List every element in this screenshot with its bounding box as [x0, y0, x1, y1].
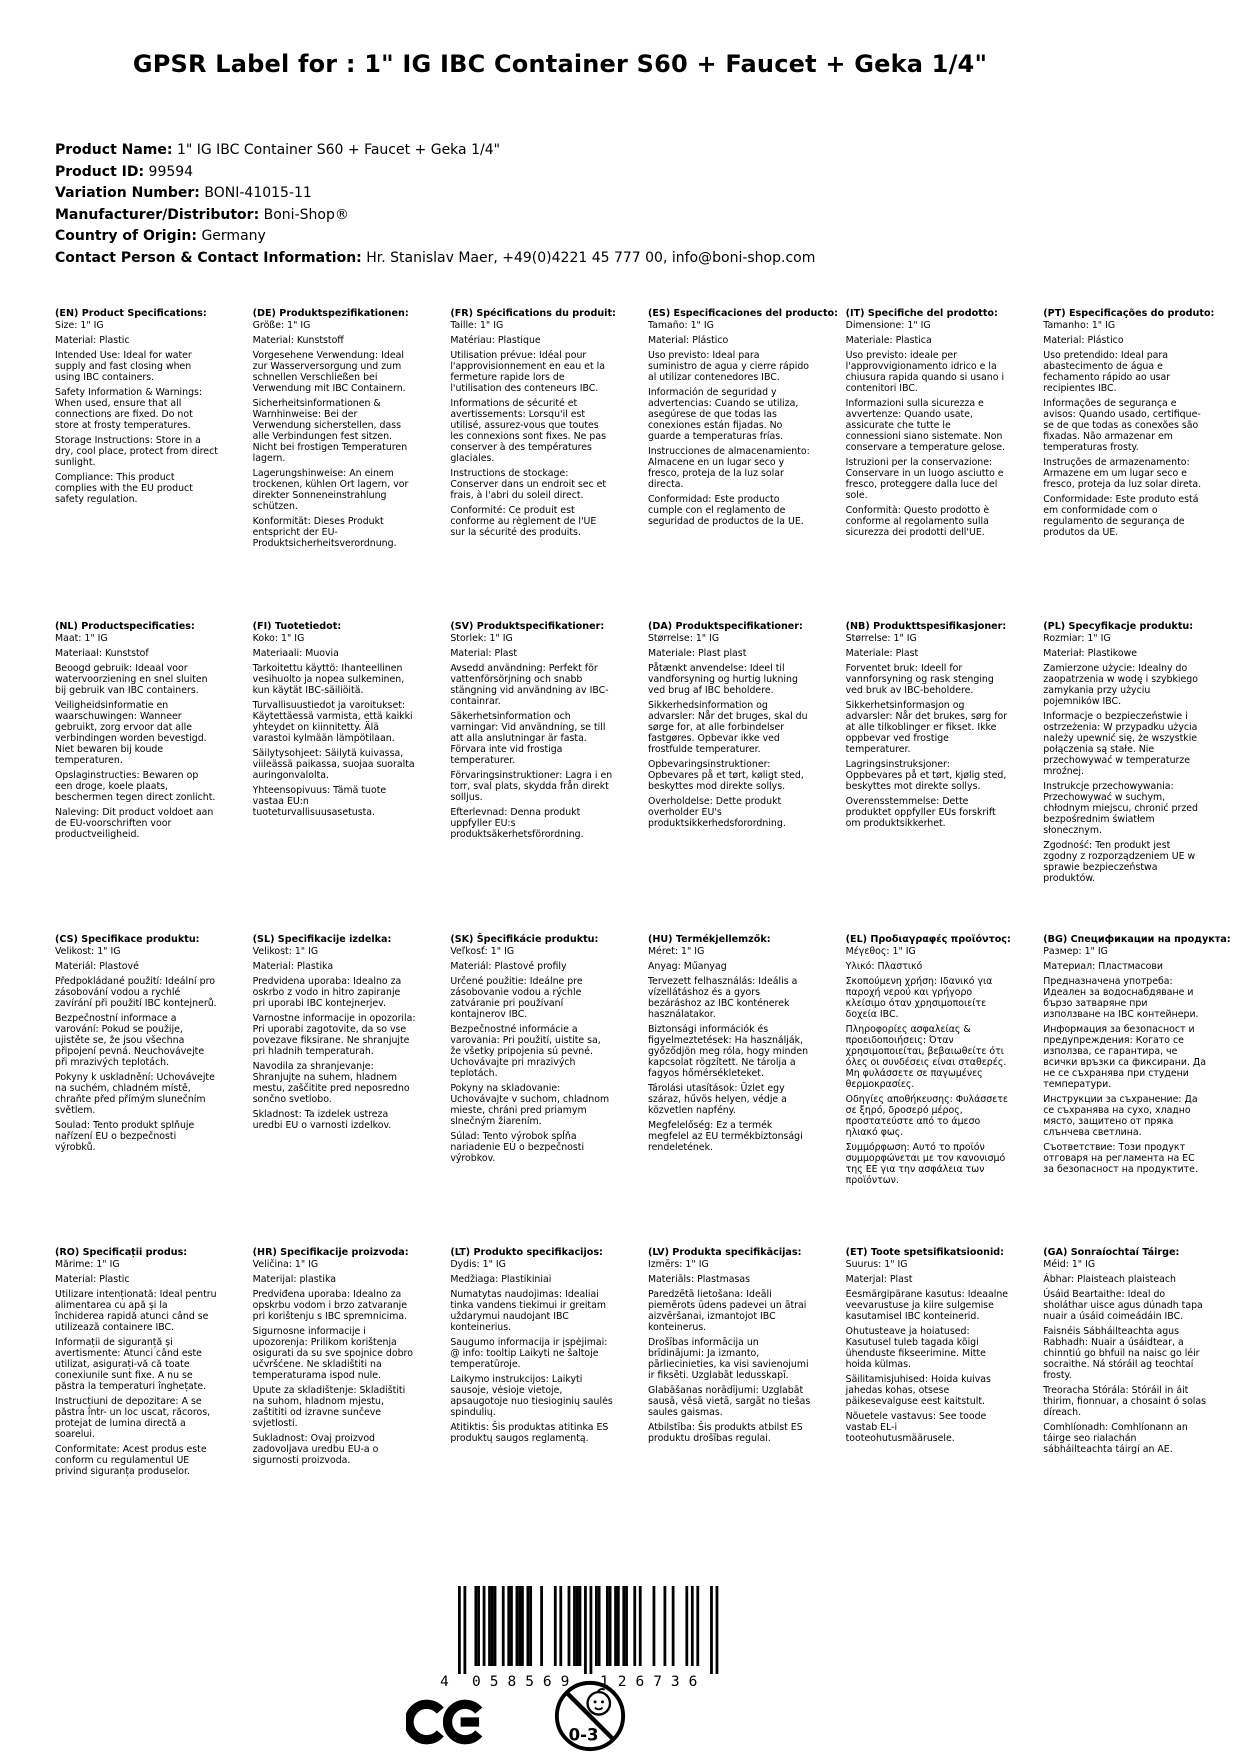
spec-paragraph: Saugumo informacija ir įspėjimai: @ info: tooltip Laikyti ne šaltoje temperatūroje. [450, 1337, 608, 1370]
spec-paragraph: Upute za skladištenje: Skladištiti na suhom, hladnom mjestu, zaštititi od izravne sunčeve svjetlosti. [252, 1385, 406, 1429]
spec-paragraph: Atitiktis: Šis produktas atitinka ES produktų saugos reglamentą. [450, 1422, 609, 1444]
spec-heading: (SV) Produktspecifikationer: [450, 621, 605, 632]
spec-paragraph: Materiál: Plastové profily [450, 961, 567, 972]
spec-paragraph: Информация за безопасност и предупреждения: Когато се използва, се гарантира, че всички връзки са фиксирани. Да не се съхранява при студени температури. [1043, 1024, 1206, 1090]
lang-block-et [846, 1247, 1044, 1444]
spec-paragraph: Paredzētā lietošana: Ideāli piemērots ūdens padevei un ātrai aizvēršanai, izmantojot IBC konteinerus. [647, 1289, 807, 1333]
spec-paragraph: Efterlevnad: Denna produkt uppfyller EU:s produktsäkerhetsförordning. [450, 807, 584, 840]
spec-paragraph: Naleving: Dit product voldoet aan de EU-voorschriften voor productveiligheid. [55, 807, 214, 840]
lang-block-pl [1043, 621, 1241, 884]
spec-heading: (BG) Спецификации на продукта: [1043, 934, 1231, 945]
product-field-row [55, 183, 815, 205]
product-field-value: Germany [201, 228, 266, 244]
spec-heading: (SL) Specifikacije izdelka: [252, 934, 392, 945]
spec-paragraph: Matériau: Plastique [450, 335, 541, 346]
age-warning-label: 0-3 [568, 1725, 599, 1745]
spec-paragraph: Biztonsági információk és figyelmeztetések: Ha használják, győződjön meg róla, hogy minden kapcsolat rögzített. Ne tárolja a fagyos hőmérsékleteket. [647, 1024, 809, 1079]
spec-paragraph: Súlad: Tento výrobok spĺňa nariadenie EÚ o bezpečnosti výrobkov. [450, 1131, 585, 1164]
spec-paragraph: Material: Plast [450, 648, 518, 659]
spec-paragraph: Izmērs: 1" IG [647, 1259, 709, 1270]
barcode-digits: 126736 [600, 1674, 707, 1690]
lang-block-es [648, 308, 846, 527]
spec-paragraph: Størrelse: 1" IG [845, 633, 917, 644]
lang-block-ro [55, 1247, 253, 1477]
spec-paragraph: Mărime: 1" IG [55, 1259, 120, 1270]
product-field-label: Product Name: [55, 142, 173, 158]
spec-paragraph: Yhteensopivuus: Tämä tuote vastaa EU:n tuoteturvallisuusasetusta. [252, 785, 387, 818]
lang-block-sv [450, 621, 648, 840]
spec-heading: (NL) Productspecificaties: [55, 621, 195, 632]
product-field-row [55, 162, 815, 184]
spec-heading: (EL) Προδιαγραφές προϊόντος: [845, 934, 1011, 945]
spec-paragraph: Rozmiar: 1" IG [1043, 633, 1111, 644]
spec-paragraph: Velikost: 1" IG [55, 946, 121, 957]
spec-paragraph: Navodila za shranjevanje: Shranjujte na suhem, hladnem mestu, zaščitite pred neposredno sončno svetlobo. [252, 1061, 410, 1105]
spec-paragraph: Πληροφορίες ασφαλείας & προειδοποιήσεις: Όταν χρησιμοποιείται, βεβαιωθείτε ότι όλες οι συνδέσεις είναι σταθερές. Μη φυλάσσετε σε παγωμένες θερμοκρασίες. [845, 1024, 1007, 1090]
spec-paragraph: Storage Instructions: Store in a dry, cool place, protect from direct sunlight. [55, 435, 218, 468]
spec-paragraph: Eesmärgipärane kasutus: Ideaalne veevarustuse ja kiire sulgemise kasutamisel IBC konteinerid. [845, 1289, 1009, 1322]
spec-paragraph: Tamaño: 1" IG [647, 320, 714, 331]
spec-paragraph: Istruzioni per la conservazione: Conservare in un luogo asciutto e fresco, proteggere dalla luce del sole. [845, 457, 1004, 501]
spec-paragraph: Materjal: Plast [845, 1274, 913, 1285]
page-title: GPSR Label for : 1" IG IBC Container S60 + Faucet + Geka 1/4" [132, 50, 988, 78]
lang-block-fi [253, 621, 451, 818]
spec-paragraph: Materiale: Plastica [845, 335, 932, 346]
spec-paragraph: Tervezett felhasználás: Ideális a vízellátáshoz és a gyors bezáráshoz az IBC konténerek használatakor. [647, 976, 798, 1020]
spec-paragraph: Tamanho: 1" IG [1043, 320, 1116, 331]
spec-paragraph: Tárolási utasítások: Üzlet egy száraz, hűvös helyen, védje a közvetlen napfény. [647, 1083, 787, 1116]
spec-paragraph: Zgodność: Ten produkt jest zgodny z rozporządzeniem UE w sprawie bezpieczeństwa produktów. [1043, 840, 1196, 884]
spec-paragraph: Material: Plástico [1043, 335, 1124, 346]
spec-heading: (DE) Produktspezifikationen: [252, 308, 409, 319]
spec-paragraph: Förvaringsinstruktioner: Lagra i en torr, sval plats, skydda från direkt solljus. [450, 770, 613, 803]
product-field-label: Product ID: [55, 163, 145, 180]
spec-paragraph: Informations de sécurité et avertissements: Lorsqu'il est utilisé, assurez-vous que toutes les connexions sont fixes. Ne pas conserver à des températures glaciales. [450, 398, 606, 464]
spec-paragraph: Určené použitie: Ideálne pre zásobovanie vodou a rýchle zatváranie pri používaní kontajnerov IBC. [450, 976, 583, 1020]
spec-paragraph: Size: 1" IG [55, 320, 104, 331]
spec-paragraph: Съответствие: Този продукт отговаря на регламента на ЕС за безопасност на продуктите. [1043, 1142, 1198, 1175]
spec-heading: (FI) Tuotetiedot: [252, 621, 342, 632]
spec-paragraph: Dydis: 1" IG [450, 1259, 506, 1270]
spec-paragraph: Skladnost: Ta izdelek ustreza uredbi EU o varnosti izdelkov. [252, 1109, 392, 1131]
spec-paragraph: Σκοπούμενη χρήση: Ιδανικό για παροχή νερού και γρήγορο κλείσιμο όταν χρησιμοποιείτε δοχεία IBC. [845, 976, 993, 1020]
spec-paragraph: Información de seguridad y advertencias: Cuando se utiliza, asegúrese de que todas las conexiones están fijadas. No guarde a temperaturas frías. [647, 387, 799, 442]
spec-paragraph: Συμμόρφωση: Αυτό το προϊόν συμμορφώνεται με τον κανονισμό της ΕΕ για την ασφάλεια των προϊόντων. [845, 1142, 1006, 1186]
spec-paragraph: Vorgesehene Verwendung: Ideal zur Wasserversorgung und zum schnellen Verschließen bei Verwendung mit IBC Containern. [252, 350, 406, 394]
product-field-row [55, 226, 815, 248]
lang-block-ga [1043, 1247, 1241, 1455]
spec-paragraph: Compliance: This product complies with the EU product safety regulation. [55, 472, 193, 505]
spec-paragraph: Materiale: Plast [845, 648, 919, 659]
spec-heading: (HU) Termékjellemzők: [647, 934, 771, 945]
product-field-value: Boni-Shop® [263, 206, 349, 223]
lang-block-hu [648, 934, 846, 1153]
spec-paragraph: Soulad: Tento produkt splňuje nařízení EU o bezpečnosti výrobků. [55, 1120, 195, 1153]
spec-paragraph: Material: Plastic [55, 1274, 130, 1285]
spec-paragraph: Instruções de armazenamento: Armazene em um lugar seco e fresco, proteja da luz solar direta. [1043, 457, 1202, 490]
product-field-value: Hr. Stanislav Maer, +49(0)4221 45 777 00, info@boni-shop.com [366, 249, 816, 266]
spec-heading: (HR) Specifikacije proizvoda: [252, 1247, 409, 1258]
spec-paragraph: Opslaginstructies: Bewaren op een droge, koele plaats, beschermen tegen direct zonlicht. [55, 770, 216, 803]
spec-paragraph: Размер: 1" IG [1043, 946, 1108, 957]
spec-paragraph: Størrelse: 1" IG [647, 633, 720, 644]
spec-paragraph: Instructions de stockage: Conserver dans un endroit sec et frais, à l'abri du soleil direct. [450, 468, 607, 501]
product-field-label: Variation Number: [55, 185, 200, 201]
lang-block-nl [55, 621, 253, 840]
spec-paragraph: Laikymo instrukcijos: Laikyti sausoje, vėsioje vietoje, apsaugotoje nuo tiesioginių saulės spindulių. [450, 1374, 613, 1418]
spec-paragraph: Glabāšanas norādījumi: Uzglabāt sausā, vēsā vietā, sargāt no tiešas saules gaismas. [647, 1385, 811, 1418]
lang-block-cs [55, 934, 253, 1153]
spec-paragraph: Predviđena uporaba: Idealno za opskrbu vodom i brzo zatvaranje pri korištenju s IBC spremnicima. [252, 1289, 408, 1322]
spec-paragraph: Uso previsto: Ideal para suministro de agua y cierre rápido al utilizar contenedores IBC. [647, 350, 810, 383]
product-field-value: BONI-41015-11 [204, 185, 312, 201]
spec-paragraph: Veiligheidsinformatie en waarschuwingen: Wanneer gebruikt, zorg ervoor dat alle verbindingen worden bevestigd. Niet bewaren bij koude temperaturen. [55, 700, 207, 766]
spec-paragraph: Materiāls: Plastmasas [647, 1274, 751, 1285]
spec-paragraph: Größe: 1" IG [252, 320, 311, 331]
spec-paragraph: Ohutusteave ja hoiatused: Kasutusel tuleb tagada kõigi ühenduste fikseerimine. Mitte hoida külmas. [845, 1326, 986, 1370]
spec-paragraph: Anyag: Műanyag [647, 961, 727, 972]
spec-paragraph: Nõuetele vastavus: See toode vastab EL-i tooteohutusmäärusele. [845, 1411, 987, 1444]
spec-paragraph: Safety Information & Warnings: When used, ensure that all connections are fixed. Do not store at frosty temperatures. [55, 387, 203, 431]
spec-heading: (DA) Produktspecifikationer: [647, 621, 803, 632]
age-warning-0-3-icon [552, 1678, 628, 1754]
spec-paragraph: Storlek: 1" IG [450, 633, 513, 644]
spec-paragraph: Tarkoitettu käyttö: Ihanteellinen vesihuolto ja nopea sulkeminen, kun käytät IBC-säiliöitä. [252, 663, 405, 696]
spec-heading: (NB) Produkttspesifikasjoner: [845, 621, 1007, 632]
spec-paragraph: Инструкции за съхранение: Да се съхранява на сухо, хладно място, защитено от пряка слънчева светлина. [1043, 1094, 1198, 1138]
spec-paragraph: Material: Plastic [55, 335, 130, 346]
spec-paragraph: Material: Plástico [647, 335, 729, 346]
spec-paragraph: Faisnéis Sábháilteachta agus Rabhadh: Nuair a úsáidtear, a chinntiú go bhfuil na naisc go léir socraithe. Ná stóráil ag teochtaí frosty. [1043, 1326, 1200, 1381]
spec-paragraph: Sikkerhetsinformasjon og advarsler: Når det brukes, sørg for at alle tilkoblinger er fikset. Ikke oppbevar ved frostige temperaturer. [845, 700, 1008, 755]
spec-paragraph: Υλικό: Πλαστικό [845, 961, 923, 972]
spec-paragraph: Utilisation prévue: Idéal pour l'approvisionnement en eau et la fermeture rapide lors de l'utilisation des conteneurs IBC. [450, 350, 605, 394]
spec-paragraph: Påtænkt anvendelse: Ideel til vandforsyning og hurtig lukning ved brug af IBC beholdere. [647, 663, 798, 696]
spec-paragraph: Uso pretendido: Ideal para abastecimento de água e fechamento rápido ao usar recipientes IBC. [1043, 350, 1171, 394]
product-field-row [55, 205, 815, 227]
spec-paragraph: Material: Plastika [252, 961, 334, 972]
spec-paragraph: Opbevaringsinstruktioner: Opbevares på et tørt, køligt sted, beskyttes mod direkte sollys. [647, 759, 804, 792]
spec-paragraph: Veličina: 1" IG [252, 1259, 319, 1270]
spec-paragraph: Medžiaga: Plastikiniai [450, 1274, 552, 1285]
spec-paragraph: Informacje o bezpieczeństwie i ostrzeżenia: W przypadku użycia należy upewnić się, że wszystkie połączenia są stałe. Nie przechowywać w temperaturze mroźnej. [1043, 711, 1198, 777]
product-field-value: 1" IG IBC Container S60 + Faucet + Geka 1/4" [176, 142, 501, 158]
spec-paragraph: Sukladnost: Ovaj proizvod zadovoljava uredbu EU-a o sigurnosti proizvoda. [252, 1433, 379, 1466]
spec-paragraph: Materiał: Plastikowe [1043, 648, 1137, 659]
spec-paragraph: Informazioni sulla sicurezza e avvertenze: Quando usate, assicurate che tutte le connessioni siano sistemate. Non conservare a temperature gelose. [845, 398, 1005, 453]
spec-heading: (RO) Specificații produs: [55, 1247, 188, 1258]
spec-paragraph: Lagringsinstruksjoner: Oppbevares på et tørt, kjølig sted, beskyttes mot direkte sollys. [845, 759, 1007, 792]
spec-paragraph: Μέγεθος: 1" IG [845, 946, 916, 957]
spec-paragraph: Informações de segurança e avisos: Quando usado, certifique-se de que todas as conexões são fixadas. Não armazenar em temperaturas frosty. [1043, 398, 1201, 453]
spec-paragraph: Pokyny k uskladnění: Uchovávejte na suchém, chladném místě, chraňte před přímým slunečním světlem. [55, 1072, 215, 1116]
spec-paragraph: Forventet bruk: Ideell for vannforsyning og rask stenging ved bruk av IBC-beholdere. [845, 663, 994, 696]
spec-heading: (CS) Specifikace produktu: [55, 934, 200, 945]
spec-paragraph: Taille: 1" IG [450, 320, 504, 331]
spec-paragraph: Treoracha Stórála: Stóráil in áit thirim, fionnuar, a chosaint ó solas díreach. [1043, 1385, 1207, 1418]
spec-paragraph: Sicherheitsinformationen & Warnhinweise: Bei der Verwendung sicherstellen, dass alle Verbindungen fest sitzen. Nicht bei frostigen Temperaturen lagern. [252, 398, 408, 464]
spec-paragraph: Informații de siguranță și avertismente: Atunci când este utilizat, asigurați-vă că toate conexiunile sunt fixe. A nu se păstra la temperaturi înghețate. [55, 1337, 207, 1392]
product-info [55, 140, 815, 269]
spec-paragraph: Säilitamisjuhised: Hoida kuivas jahedas kohas, otsese päikesevalguse eest kaitstult. [845, 1374, 991, 1407]
spec-paragraph: Materiale: Plast plast [647, 648, 747, 659]
spec-paragraph: Zamierzone użycie: Idealny do zaopatrzenia w wodę i szybkiego zamykania przy użyciu pojemników IBC. [1043, 663, 1198, 707]
spec-paragraph: Conformidade: Este produto está em conformidade com o regulamento de segurança de produtos da UE. [1043, 494, 1199, 538]
lang-block-sk [450, 934, 648, 1164]
spec-paragraph: Drošības informācija un brīdinājumi: Ja izmanto, pārliecinieties, ka visi savienojumi ir fiksēti. Uzglabāt ledusskapī. [647, 1337, 809, 1381]
ce-mark-icon [406, 1696, 486, 1748]
spec-paragraph: Avsedd användning: Perfekt för vattenförsörjning och snabb stängning vid användning av IBC-containrar. [450, 663, 609, 707]
spec-paragraph: Instrucțiuni de depozitare: A se păstra într- un loc uscat, răcoros, protejat de lumina directă a soarelui. [55, 1396, 211, 1440]
spec-paragraph: Οδηγίες αποθήκευσης: Φυλάσσετε σε ξηρό, δροσερό μέρος, προστατεύστε από το άμεσο ηλιακό φως. [845, 1094, 1008, 1138]
spec-heading: (ES) Especificaciones del producto: [647, 308, 838, 319]
spec-paragraph: Koko: 1" IG [252, 633, 305, 644]
spec-paragraph: Overensstemmelse: Dette produktet oppfyller EUs forskrift om produktsikkerhet. [845, 796, 996, 829]
spec-paragraph: Conformité: Ce produit est conforme au règlement de l'UE sur la sécurité des produits. [450, 505, 597, 538]
spec-paragraph: Materiaali: Muovia [252, 648, 339, 659]
spec-heading: (GA) Sonraíochtaí Táirge: [1043, 1247, 1180, 1258]
spec-paragraph: Pokyny na skladovanie: Uchovávajte v suchom, chladnom mieste, chráni pred priamym slnečným žiarením. [450, 1083, 610, 1127]
product-field-label: Country of Origin: [55, 228, 197, 244]
spec-paragraph: Sigurnosne informacije i upozorenja: Prilikom korištenja osigurati da su sve spojnice dobro učvršćene. Ne skladištiti na temperaturama ispod nule. [252, 1326, 413, 1381]
lang-block-bg [1043, 934, 1241, 1175]
spec-paragraph: Varnostne informacije in opozorila: Pri uporabi zagotovite, da so vse povezave fiksirane. Ne shranjujte pri hladnih temperaturah. [252, 1013, 416, 1057]
barcode-digits: 058569 [472, 1674, 579, 1690]
spec-paragraph: Megfelelőség: Ez a termék megfelel az EU termékbiztonsági rendeletének. [647, 1120, 803, 1153]
barcode-digits: 4 [440, 1674, 458, 1690]
spec-paragraph: Utilizare intenționată: Ideal pentru alimentarea cu apă și la închiderea rapidă atunci când se utilizează containere IBC. [55, 1289, 217, 1333]
lang-block-lv [648, 1247, 846, 1444]
spec-paragraph: Предназначена употреба: Идеален за водоснабдяване и бързо затваряне при използване на IBC контейнери. [1043, 976, 1199, 1020]
spec-paragraph: Bezpečnostné informácie a varovania: Pri použití, uistite sa, že všetky pripojenia sú pevné. Uchovávajte pri mrazivých teplotách. [450, 1024, 601, 1079]
spec-paragraph: Comhlíonadh: Comhlíonann an táirge seo rialachán sábháilteachta táirgí an AE. [1043, 1422, 1188, 1455]
spec-paragraph: Lagerungshinweise: An einem trockenen, kühlen Ort lagern, vor direkter Sonneneinstrahlung schützen. [252, 468, 409, 512]
product-field-row [55, 248, 815, 270]
spec-paragraph: Méret: 1" IG [647, 946, 705, 957]
lang-block-sl [253, 934, 451, 1131]
spec-paragraph: Beoogd gebruik: Ideaal voor watervoorziening en snel sluiten bij gebruik van IBC containers. [55, 663, 208, 696]
lang-block-de [253, 308, 451, 549]
product-field-row [55, 140, 815, 162]
spec-paragraph: Материал: Пластмасови [1043, 961, 1163, 972]
spec-paragraph: Sikkerhedsinformation og advarsler: Når det bruges, skal du sørge for, at alle forbindelser fastgøres. Opbevar ikke ved frostfulde temperaturer. [647, 700, 808, 755]
spec-heading: (FR) Spécifications du produit: [450, 308, 616, 319]
spec-paragraph: Úsáid Beartaithe: Ideal do sholáthar uisce agus dúnadh tapa nuair a úsáid coimeádáin IBC. [1043, 1289, 1203, 1322]
spec-paragraph: Konformität: Dieses Produkt entspricht der EU-Produktsicherheitsverordnung. [252, 516, 397, 549]
spec-paragraph: Conformitate: Acest produs este conform cu regulamentul UE privind siguranța produselor. [55, 1444, 207, 1477]
spec-paragraph: Conformità: Questo prodotto è conforme al regolamento sulla sicurezza dei prodotti dell'UE. [845, 505, 990, 538]
product-field-label: Contact Person & Contact Information: [55, 249, 362, 266]
spec-paragraph: Instrucciones de almacenamiento: Almacene en un lugar seco y fresco, proteja de la luz solar directa. [647, 446, 810, 490]
lang-block-lt [450, 1247, 648, 1444]
ean-barcode-svg [438, 1586, 730, 1690]
lang-block-hr [253, 1247, 451, 1466]
lang-block-it [846, 308, 1044, 538]
lang-block-el [846, 934, 1044, 1186]
lang-block-pt [1043, 308, 1241, 538]
spec-paragraph: Ábhar: Plaisteach plaisteach [1043, 1274, 1176, 1285]
spec-paragraph: Materiaal: Kunststof [55, 648, 149, 659]
spec-paragraph: Conformidad: Este producto cumple con el reglamento de seguridad de productos de la UE. [647, 494, 804, 527]
spec-paragraph: Méid: 1" IG [1043, 1259, 1096, 1270]
spec-paragraph: Materijal: plastika [252, 1274, 336, 1285]
product-field-label: Manufacturer/Distributor: [55, 206, 260, 223]
spec-paragraph: Instrukcje przechowywania: Przechowywać w suchym, chłodnym miejscu, chronić przed bezpośrednim światłem słonecznym. [1043, 781, 1198, 836]
lang-block-da [648, 621, 846, 829]
spec-heading: (LT) Produkto specifikacijos: [450, 1247, 603, 1258]
spec-paragraph: Intended Use: Ideal for water supply and fast closing when using IBC containers. [55, 350, 192, 383]
spec-paragraph: Předpokládané použití: Ideální pro zásobování vodou a rychlé zavírání při použití IBC kontejnerů. [55, 976, 217, 1009]
spec-heading: (ET) Toote spetsifikatsioonid: [845, 1247, 1004, 1258]
spec-heading: (IT) Specifiche del prodotto: [845, 308, 998, 319]
lang-block-fr [450, 308, 648, 538]
spec-paragraph: Overholdelse: Dette produkt overholder EU's produktsikkerhedsforordning. [647, 796, 786, 829]
spec-paragraph: Dimensione: 1" IG [845, 320, 931, 331]
spec-paragraph: Uso previsto: ideale per l'approvvigionamento idrico e la chiusura rapida quando si usano i contenitori IBC. [845, 350, 1005, 394]
spec-heading: (EN) Product Specifications: [55, 308, 207, 319]
spec-paragraph: Atbilstība: Šis produkts atbilst ES produktu drošības regulai. [647, 1422, 803, 1444]
spec-heading: (SK) Špecifikácie produktu: [450, 934, 599, 945]
spec-heading: (PT) Especificações do produto: [1043, 308, 1215, 319]
spec-paragraph: Numatytas naudojimas: Idealiai tinka vandens tiekimui ir greitam uždarymui naudojant IBC konteinerius. [450, 1289, 606, 1333]
spec-paragraph: Predvidena uporaba: Idealno za oskrbo z vodo in hitro zapiranje pri uporabi IBC kontejnerjev. [252, 976, 402, 1009]
spec-paragraph: Säkerhetsinformation och varningar: Vid användning, se till att alla anslutningar är fasta. Förvara inte vid frostiga temperaturer. [450, 711, 606, 766]
spec-paragraph: Velikost: 1" IG [252, 946, 319, 957]
spec-paragraph: Maat: 1" IG [55, 633, 108, 644]
spec-paragraph: Bezpečnostní informace a varování: Pokud se použije, ujistěte se, že jsou všechna připojení pevná. Neuchovávejte při mrazivých teplotách. [55, 1013, 205, 1068]
spec-paragraph: Turvallisuustiedot ja varoitukset: Käytettäessä varmista, että kaikki yhteydet on kiinnitetty. Älä varastoi kylmään lämpötilaan. [252, 700, 413, 744]
language-specs-grid [55, 308, 1241, 1560]
spec-heading: (LV) Produkta specifikācijas: [647, 1247, 802, 1258]
spec-paragraph: Materiál: Plastové [55, 961, 139, 972]
product-field-value: 99594 [148, 163, 194, 180]
spec-paragraph: Veľkosť: 1" IG [450, 946, 515, 957]
lang-block-nb [846, 621, 1044, 829]
spec-heading: (PL) Specyfikacje produktu: [1043, 621, 1194, 632]
spec-paragraph: Suurus: 1" IG [845, 1259, 908, 1270]
spec-paragraph: Säilytysohjeet: Säilytä kuivassa, viileässä paikassa, suojaa suoralta auringonvalolta. [252, 748, 415, 781]
spec-paragraph: Material: Kunststoff [252, 335, 344, 346]
lang-block-en [55, 308, 253, 505]
